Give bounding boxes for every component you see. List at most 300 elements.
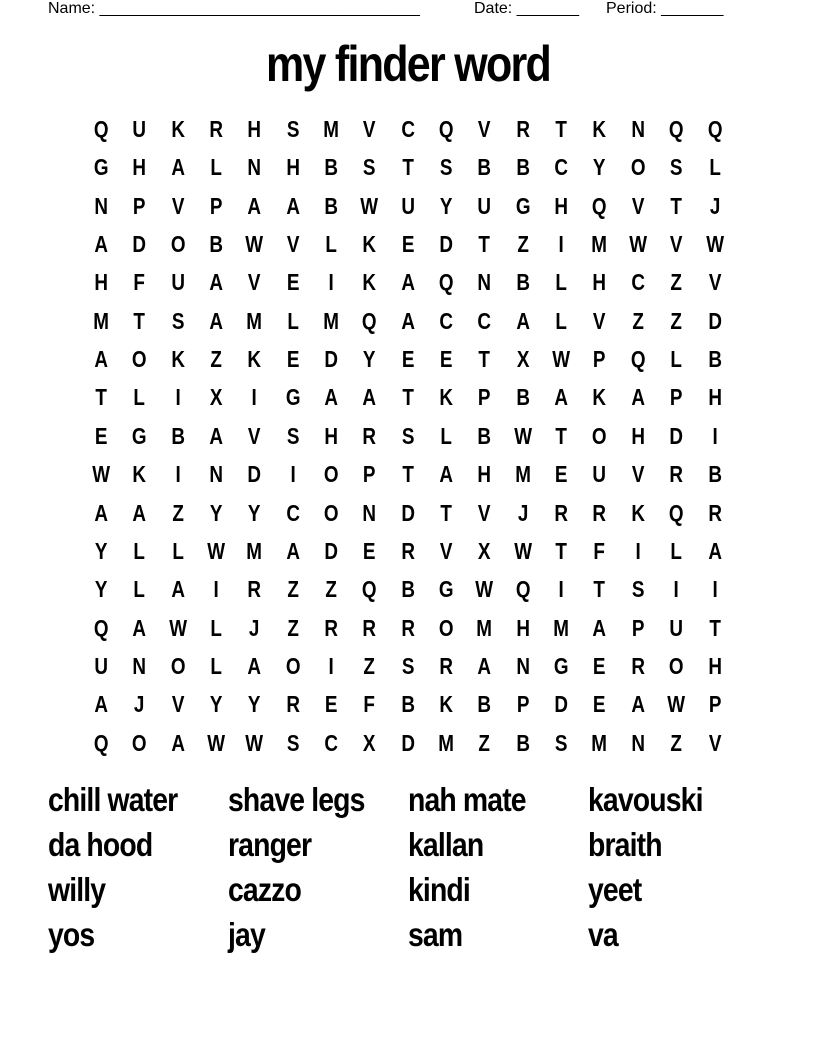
grid-cell[interactable]: W: [552, 346, 571, 373]
grid-cell[interactable]: E: [401, 231, 415, 258]
grid-cell[interactable]: C: [286, 499, 300, 526]
grid-cell[interactable]: A: [631, 384, 645, 411]
grid-cell[interactable]: U: [669, 614, 684, 641]
grid-cell[interactable]: M: [591, 231, 608, 258]
grid-cell[interactable]: O: [592, 422, 607, 449]
grid-cell[interactable]: E: [401, 346, 415, 373]
grid-cell[interactable]: B: [209, 231, 224, 258]
grid-cell[interactable]: I: [328, 269, 334, 296]
grid-cell[interactable]: B: [401, 691, 415, 718]
grid-cell[interactable]: A: [401, 307, 415, 334]
grid-cell[interactable]: Y: [363, 346, 376, 373]
grid-cell[interactable]: S: [401, 652, 415, 679]
grid-cell[interactable]: Y: [593, 154, 606, 181]
grid-cell[interactable]: H: [324, 422, 339, 449]
grid-cell[interactable]: A: [94, 499, 108, 526]
grid-cell[interactable]: A: [707, 537, 722, 564]
word-bank-item: yos: [48, 916, 95, 953]
grid-cell[interactable]: K: [362, 269, 377, 296]
grid-cell[interactable]: V: [708, 729, 721, 756]
grid-cell[interactable]: Z: [363, 652, 376, 679]
grid-cell[interactable]: P: [708, 691, 721, 718]
grid-cell[interactable]: A: [209, 307, 224, 334]
grid-cell[interactable]: Q: [362, 576, 377, 603]
grid-cell[interactable]: A: [94, 691, 108, 718]
grid-cell[interactable]: R: [324, 614, 339, 641]
grid-cell[interactable]: Q: [438, 269, 454, 296]
grid-cell[interactable]: Z: [287, 614, 299, 641]
grid-cell[interactable]: Q: [93, 116, 109, 142]
grid-cell[interactable]: I: [712, 422, 718, 449]
grid-cell[interactable]: Y: [209, 499, 223, 526]
grid-cell[interactable]: W: [514, 537, 532, 564]
grid-cell[interactable]: L: [325, 231, 337, 258]
grid-cell[interactable]: A: [209, 422, 224, 449]
grid-cell[interactable]: C: [324, 729, 339, 756]
grid-cell[interactable]: B: [401, 576, 415, 603]
grid-cell[interactable]: W: [475, 576, 494, 603]
grid-cell[interactable]: R: [362, 422, 377, 449]
word-bank-item: willy: [48, 871, 106, 908]
grid-cell[interactable]: H: [94, 269, 108, 296]
grid-cell[interactable]: D: [554, 691, 569, 718]
grid-cell[interactable]: A: [439, 461, 454, 488]
grid-cell[interactable]: T: [593, 576, 606, 603]
grid-cell[interactable]: P: [670, 384, 683, 411]
grid-cell[interactable]: V: [631, 192, 645, 219]
word-bank-item: sam: [408, 916, 463, 953]
grid-cell[interactable]: D: [401, 499, 415, 526]
grid-cell[interactable]: M: [93, 307, 110, 334]
grid-cell[interactable]: A: [94, 231, 108, 258]
grid-cell[interactable]: B: [707, 346, 722, 373]
grid-cell[interactable]: B: [324, 154, 339, 181]
grid-cell[interactable]: E: [555, 461, 568, 488]
grid-cell[interactable]: E: [439, 346, 453, 373]
grid-cell[interactable]: Q: [592, 192, 607, 219]
grid-cell[interactable]: U: [132, 116, 147, 142]
grid-cell[interactable]: E: [94, 422, 108, 449]
word-bank-item: shave legs: [228, 781, 365, 818]
grid-cell[interactable]: A: [209, 269, 224, 296]
grid-cell[interactable]: K: [631, 499, 645, 526]
grid-cell[interactable]: N: [94, 192, 108, 219]
grid-cell[interactable]: Y: [209, 691, 223, 718]
grid-cell[interactable]: O: [132, 729, 147, 756]
grid-cell[interactable]: J: [134, 691, 145, 718]
grid-cell[interactable]: P: [631, 614, 645, 641]
grid-cell[interactable]: R: [439, 652, 454, 679]
grid-cell[interactable]: O: [323, 499, 339, 526]
grid-cell[interactable]: K: [171, 346, 185, 373]
grid-cell[interactable]: P: [516, 691, 530, 718]
grid-cell[interactable]: H: [554, 192, 569, 219]
grid-cell[interactable]: A: [171, 154, 185, 181]
grid-cell[interactable]: I: [328, 652, 334, 679]
grid-cell[interactable]: V: [708, 269, 721, 296]
grid-cell[interactable]: U: [477, 192, 492, 219]
grid-cell[interactable]: H: [477, 461, 492, 488]
grid-cell[interactable]: Z: [670, 307, 683, 334]
grid-cell[interactable]: G: [93, 154, 109, 181]
grid-cell[interactable]: K: [439, 691, 454, 718]
grid-cell[interactable]: H: [132, 154, 147, 181]
grid-cell[interactable]: E: [363, 537, 376, 564]
grid-cell[interactable]: V: [478, 116, 491, 142]
grid-cell[interactable]: T: [555, 116, 568, 142]
grid-cell[interactable]: X: [478, 537, 491, 564]
grid-cell[interactable]: I: [175, 384, 181, 411]
grid-cell[interactable]: L: [133, 384, 146, 411]
grid-cell[interactable]: X: [363, 729, 376, 756]
grid-cell[interactable]: S: [286, 422, 300, 449]
grid-cell[interactable]: D: [324, 537, 339, 564]
grid-cell[interactable]: M: [476, 614, 493, 641]
grid-cell[interactable]: T: [708, 614, 721, 641]
grid-cell[interactable]: E: [593, 652, 606, 679]
grid-row: [82, 687, 734, 725]
grid-cell[interactable]: K: [132, 461, 147, 488]
grid-cell[interactable]: H: [286, 154, 300, 181]
grid-cell[interactable]: R: [554, 499, 569, 526]
grid-cell[interactable]: I: [175, 461, 181, 488]
grid-cell[interactable]: W: [92, 461, 111, 488]
grid-cell[interactable]: C: [439, 307, 454, 334]
grid-cell[interactable]: Z: [478, 729, 491, 756]
grid-cell[interactable]: I: [712, 576, 718, 603]
grid-cell[interactable]: A: [247, 652, 262, 679]
grid-cell[interactable]: T: [133, 307, 146, 334]
grid-cell[interactable]: W: [168, 614, 187, 641]
word-bank-item: va: [588, 916, 618, 953]
grid-cell[interactable]: R: [247, 576, 262, 603]
grid-cell[interactable]: H: [707, 384, 722, 411]
grid-cell[interactable]: R: [401, 614, 415, 641]
grid-cell[interactable]: O: [132, 346, 147, 373]
grid-cell[interactable]: F: [363, 691, 376, 718]
grid-cell[interactable]: N: [247, 154, 262, 181]
grid-cell[interactable]: I: [635, 537, 641, 564]
grid-cell[interactable]: R: [209, 116, 224, 142]
grid-cell[interactable]: H: [707, 652, 722, 679]
grid-cell[interactable]: C: [554, 154, 569, 181]
grid-cell[interactable]: O: [170, 652, 186, 679]
grid-cell[interactable]: D: [439, 231, 454, 258]
grid-cell[interactable]: Q: [707, 116, 723, 142]
grid-cell[interactable]: W: [514, 422, 532, 449]
grid-cell[interactable]: R: [516, 116, 530, 142]
grid-cell[interactable]: C: [477, 307, 492, 334]
grid-cell[interactable]: I: [251, 384, 258, 411]
grid-cell[interactable]: T: [95, 384, 107, 411]
grid-cell[interactable]: W: [207, 537, 226, 564]
grid-cell[interactable]: S: [286, 116, 300, 142]
grid-cell[interactable]: K: [592, 116, 607, 142]
grid-cell[interactable]: O: [323, 461, 339, 488]
grid-cell[interactable]: N: [209, 461, 224, 488]
grid-cell[interactable]: P: [363, 461, 376, 488]
grid-cell[interactable]: R: [669, 461, 684, 488]
grid-cell[interactable]: U: [171, 269, 185, 296]
grid-cell[interactable]: G: [553, 652, 569, 679]
grid-cell[interactable]: H: [247, 116, 262, 142]
grid-cell[interactable]: J: [709, 192, 720, 219]
date-field-label[interactable]: Date: _______: [474, 0, 579, 17]
grid-cell[interactable]: H: [516, 614, 530, 641]
grid-cell[interactable]: G: [515, 192, 531, 219]
grid-cell[interactable]: D: [247, 461, 262, 488]
grid-cell[interactable]: S: [555, 729, 568, 756]
grid-cell[interactable]: B: [516, 269, 530, 296]
grid-cell[interactable]: Z: [670, 729, 683, 756]
grid-cell[interactable]: B: [707, 461, 722, 488]
grid-cell[interactable]: K: [439, 384, 454, 411]
grid-cell[interactable]: F: [593, 537, 606, 564]
grid-cell[interactable]: L: [440, 422, 453, 449]
grid-cell[interactable]: R: [401, 537, 415, 564]
grid-cell[interactable]: X: [516, 346, 530, 373]
grid-cell[interactable]: Y: [94, 537, 108, 564]
grid-cell[interactable]: V: [248, 422, 261, 449]
grid-cell[interactable]: K: [247, 346, 262, 373]
grid-cell[interactable]: Z: [210, 346, 222, 373]
grid-cell[interactable]: A: [477, 652, 492, 679]
grid-cell[interactable]: W: [360, 192, 379, 219]
grid-cell[interactable]: T: [402, 154, 414, 181]
grid-cell[interactable]: N: [631, 729, 645, 756]
grid-cell[interactable]: Y: [439, 192, 453, 219]
grid-cell[interactable]: M: [553, 614, 570, 641]
grid-cell[interactable]: B: [477, 422, 492, 449]
grid-cell[interactable]: M: [246, 307, 263, 334]
grid-cell[interactable]: O: [438, 614, 454, 641]
grid-cell[interactable]: W: [245, 231, 264, 258]
grid-cell[interactable]: M: [323, 307, 340, 334]
grid-cell[interactable]: L: [172, 537, 184, 564]
grid-cell[interactable]: B: [516, 384, 530, 411]
grid-cell[interactable]: V: [363, 116, 376, 142]
grid-cell[interactable]: H: [592, 269, 607, 296]
grid-cell[interactable]: A: [132, 614, 147, 641]
grid-cell[interactable]: C: [401, 116, 415, 142]
grid-cell[interactable]: V: [631, 461, 645, 488]
grid-cell[interactable]: G: [438, 576, 454, 603]
grid-cell[interactable]: P: [133, 192, 146, 219]
grid-cell[interactable]: V: [286, 231, 300, 258]
grid-cell[interactable]: Z: [325, 576, 337, 603]
grid-cell[interactable]: J: [249, 614, 260, 641]
grid-cell[interactable]: A: [132, 499, 147, 526]
grid-cell[interactable]: R: [592, 499, 607, 526]
grid-cell[interactable]: W: [667, 691, 686, 718]
grid-cell[interactable]: L: [210, 154, 222, 181]
grid-cell[interactable]: B: [171, 422, 185, 449]
grid-cell[interactable]: A: [516, 307, 530, 334]
grid-cell[interactable]: K: [362, 231, 377, 258]
grid-cell[interactable]: S: [286, 729, 300, 756]
grid-cell[interactable]: M: [591, 729, 608, 756]
grid-cell[interactable]: E: [286, 346, 300, 373]
grid-cell[interactable]: Q: [438, 116, 454, 142]
grid-cell[interactable]: A: [631, 691, 645, 718]
grid-cell[interactable]: E: [593, 691, 606, 718]
period-field-label[interactable]: Period: _______: [606, 0, 724, 17]
grid-cell[interactable]: C: [631, 269, 645, 296]
grid-cell[interactable]: T: [670, 192, 683, 219]
grid-cell[interactable]: L: [287, 307, 299, 334]
grid-cell[interactable]: W: [207, 729, 226, 756]
grid-cell[interactable]: L: [555, 307, 568, 334]
grid-cell[interactable]: M: [515, 461, 531, 488]
grid-cell[interactable]: Z: [670, 269, 683, 296]
grid-cell[interactable]: W: [629, 231, 647, 258]
grid-cell[interactable]: V: [478, 499, 491, 526]
grid-cell[interactable]: L: [670, 537, 683, 564]
grid-cell[interactable]: W: [705, 231, 724, 258]
grid-cell[interactable]: B: [477, 691, 492, 718]
grid-cell[interactable]: P: [593, 346, 606, 373]
grid-cell[interactable]: E: [324, 691, 338, 718]
grid-cell[interactable]: S: [439, 154, 453, 181]
grid-cell[interactable]: R: [707, 499, 722, 526]
name-field-label[interactable]: Name: ____________________________________: [48, 0, 420, 17]
grid-cell[interactable]: K: [592, 384, 607, 411]
grid-cell[interactable]: V: [171, 691, 185, 718]
grid-cell[interactable]: Z: [517, 231, 529, 258]
grid-cell[interactable]: S: [631, 576, 645, 603]
grid-cell[interactable]: A: [171, 729, 185, 756]
grid-cell[interactable]: Q: [93, 729, 109, 756]
grid-cell[interactable]: T: [478, 346, 491, 373]
grid-cell[interactable]: A: [94, 346, 108, 373]
grid-cell[interactable]: P: [478, 384, 491, 411]
grid-cell[interactable]: Q: [668, 116, 684, 142]
grid-cell[interactable]: R: [286, 691, 300, 718]
grid-cell[interactable]: A: [286, 537, 300, 564]
grid-cell[interactable]: B: [324, 192, 339, 219]
grid-cell[interactable]: R: [631, 652, 645, 679]
grid-cell[interactable]: A: [362, 384, 377, 411]
grid-cell[interactable]: D: [324, 346, 339, 373]
grid-cell[interactable]: Y: [248, 691, 261, 718]
grid-cell[interactable]: N: [132, 652, 147, 679]
grid-cell[interactable]: D: [669, 422, 684, 449]
grid-cell[interactable]: Q: [362, 307, 377, 334]
grid-cell[interactable]: B: [516, 154, 530, 181]
grid-cell[interactable]: S: [363, 154, 376, 181]
grid-cell[interactable]: D: [132, 231, 147, 258]
grid-cell[interactable]: U: [94, 652, 108, 679]
grid-cell[interactable]: R: [362, 614, 377, 641]
grid-cell[interactable]: Z: [632, 307, 644, 334]
grid-cell[interactable]: Q: [515, 576, 531, 603]
grid-cell[interactable]: O: [630, 154, 646, 181]
grid-cell[interactable]: A: [401, 269, 415, 296]
grid-cell[interactable]: N: [516, 652, 530, 679]
grid-cell[interactable]: N: [631, 116, 645, 142]
grid-cell[interactable]: U: [401, 192, 415, 219]
grid-cell[interactable]: I: [213, 576, 219, 603]
grid-cell[interactable]: L: [133, 537, 146, 564]
grid-cell[interactable]: Q: [93, 614, 109, 641]
grid-cell[interactable]: T: [402, 461, 414, 488]
grid-cell[interactable]: G: [132, 422, 147, 449]
grid-cell[interactable]: M: [246, 537, 263, 564]
grid-cell[interactable]: Z: [172, 499, 184, 526]
grid-cell[interactable]: P: [209, 192, 223, 219]
word-bank-item: jay: [228, 916, 265, 953]
grid-cell[interactable]: I: [290, 461, 296, 488]
grid-cell[interactable]: A: [554, 384, 569, 411]
grid-cell[interactable]: Q: [630, 346, 646, 373]
grid-cell[interactable]: G: [285, 384, 301, 411]
grid-cell[interactable]: M: [323, 116, 340, 142]
grid-cell[interactable]: V: [248, 269, 261, 296]
grid-cell[interactable]: X: [209, 384, 223, 411]
grid-cell[interactable]: V: [670, 231, 683, 258]
grid-cell[interactable]: U: [592, 461, 607, 488]
grid-cell[interactable]: H: [631, 422, 645, 449]
grid-cell[interactable]: M: [438, 729, 455, 756]
grid-cell[interactable]: L: [133, 576, 146, 603]
grid-cell[interactable]: S: [171, 307, 185, 334]
grid-cell[interactable]: K: [171, 116, 185, 142]
grid-cell[interactable]: Z: [287, 576, 299, 603]
grid-cell[interactable]: J: [517, 499, 529, 526]
grid-cell[interactable]: I: [558, 231, 564, 258]
word-bank-item: ranger: [228, 826, 312, 863]
grid-cell[interactable]: A: [286, 192, 300, 219]
grid-cell[interactable]: A: [247, 192, 262, 219]
grid-cell[interactable]: L: [670, 346, 683, 373]
grid-cell[interactable]: Y: [248, 499, 261, 526]
grid-cell[interactable]: D: [707, 307, 722, 334]
grid-cell[interactable]: L: [210, 614, 222, 641]
grid-cell[interactable]: L: [210, 652, 222, 679]
grid-cell[interactable]: V: [593, 307, 606, 334]
grid-cell[interactable]: L: [708, 154, 721, 181]
grid-cell[interactable]: A: [324, 384, 339, 411]
grid-cell[interactable]: D: [401, 729, 415, 756]
grid-cell[interactable]: S: [670, 154, 683, 181]
grid-cell[interactable]: O: [170, 231, 186, 258]
grid-cell[interactable]: T: [478, 231, 491, 258]
grid-cell[interactable]: Q: [668, 499, 684, 526]
grid-cell[interactable]: T: [402, 384, 414, 411]
grid-cell[interactable]: N: [477, 269, 492, 296]
grid-cell[interactable]: Y: [94, 576, 108, 603]
grid-cell[interactable]: B: [516, 729, 530, 756]
grid-cell[interactable]: T: [440, 499, 453, 526]
grid-cell[interactable]: T: [555, 422, 568, 449]
grid-cell[interactable]: V: [171, 192, 185, 219]
grid-cell[interactable]: O: [285, 652, 301, 679]
grid-cell[interactable]: W: [245, 729, 264, 756]
grid-cell[interactable]: B: [477, 154, 492, 181]
grid-cell[interactable]: A: [592, 614, 607, 641]
grid-cell[interactable]: V: [439, 537, 453, 564]
grid-cell[interactable]: I: [673, 576, 679, 603]
grid-cell[interactable]: F: [133, 269, 146, 296]
grid-cell[interactable]: N: [362, 499, 377, 526]
grid-cell[interactable]: E: [286, 269, 300, 296]
grid-cell[interactable]: L: [555, 269, 568, 296]
grid-cell[interactable]: O: [668, 652, 684, 679]
grid-cell[interactable]: I: [558, 576, 564, 603]
grid-cell[interactable]: S: [401, 422, 415, 449]
grid-cell[interactable]: A: [171, 576, 185, 603]
grid-cell[interactable]: T: [555, 537, 568, 564]
